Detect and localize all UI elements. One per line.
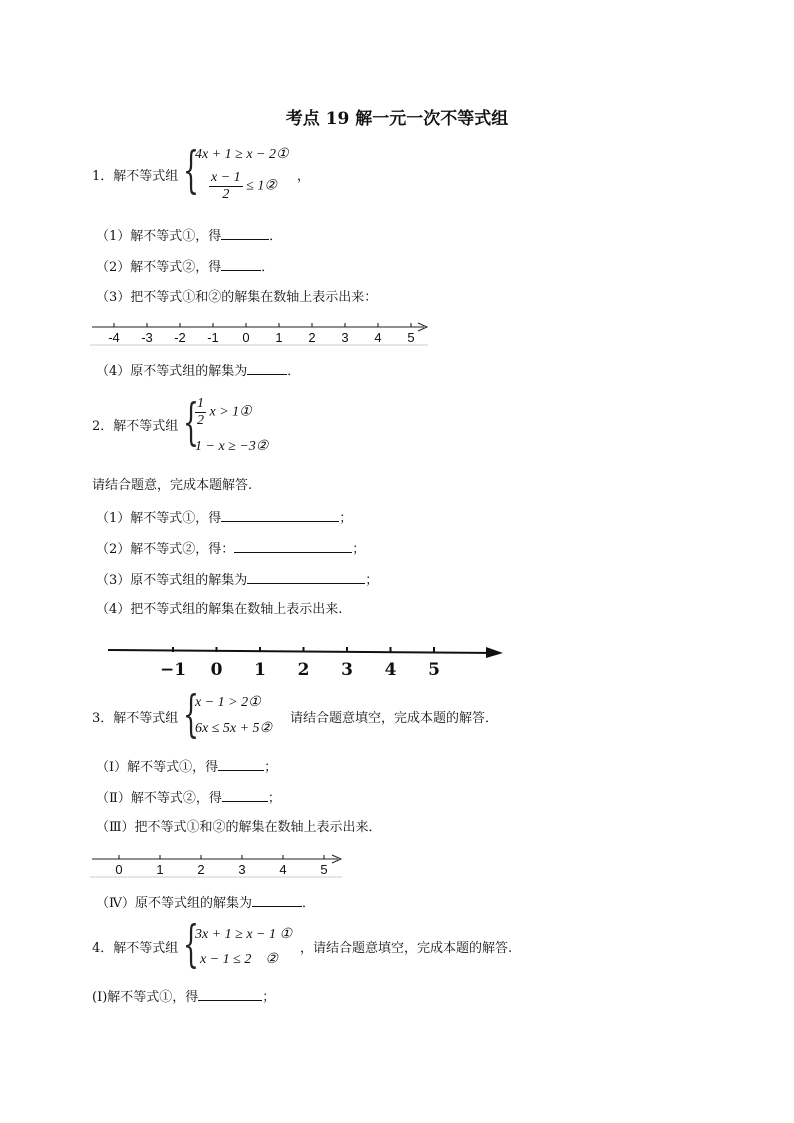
q1-fraction (209, 170, 243, 203)
q2-step-2 (96, 539, 365, 559)
q3-step-2-blank[interactable] (222, 788, 268, 802)
q2-step-2-end: ； (352, 542, 366, 557)
q3-step-2-label: （Ⅱ）解不等式②，得 (96, 791, 222, 806)
q1-step-4-blank[interactable] (247, 361, 287, 375)
q3-step-2 (96, 788, 281, 808)
q3-tick-label: 4 (279, 862, 287, 877)
q2-brace: { (183, 393, 199, 451)
q2-tick-label: 4 (384, 660, 397, 680)
q1-step-2-blank[interactable] (221, 257, 261, 271)
q1-brace: { (183, 141, 199, 199)
q4-prefix: 4．解不等式组 (92, 941, 179, 956)
q1-fraction-denominator: 2 (222, 187, 230, 202)
q2-step-3-end: ； (365, 573, 379, 588)
q1-step-3: （3）把不等式①和②的解集在数轴上表示出来： (96, 290, 378, 305)
q1-step-1-blank[interactable] (221, 226, 269, 240)
q2-step-2-label: （2）解不等式②，得： (96, 542, 235, 557)
q3-step-1-label: （Ⅰ）解不等式①，得 (96, 760, 219, 775)
q2-tick-label: −1 (159, 660, 187, 680)
q3-tick-label: 5 (320, 862, 328, 877)
q4-step-1-label: (Ⅰ)解不等式①，得 (92, 990, 199, 1005)
q1-tick-label: -1 (207, 330, 219, 345)
q2-step-3-blank[interactable] (247, 570, 365, 584)
q3-suffix: 请结合题意填空，完成本题的解答． (290, 711, 499, 726)
page-title: 考点 19 解一元一次不等式组 (285, 109, 509, 129)
q1-step-1 (96, 226, 282, 246)
q2-tick-label: 3 (341, 660, 353, 680)
q3-step-3: （Ⅲ）把不等式①和②的解集在数轴上表示出来． (96, 820, 382, 835)
q1-fraction-numerator: x − 1 (211, 170, 241, 185)
q2-intro: 请结合题意，完成本题解答. (92, 478, 253, 493)
q3-ticks (115, 855, 327, 877)
q1-step-2-label: （2）解不等式②，得 (96, 260, 222, 275)
q2-step-1-label: （1）解不等式①，得 (96, 511, 222, 526)
q4-inequality-2: x − 1 ≤ 2 ② (200, 952, 278, 967)
q1-prefix: 1．解不等式组 (92, 169, 179, 184)
q1-step-2 (96, 257, 274, 277)
q3-tick-label: 2 (197, 862, 205, 877)
q1-step-4 (96, 361, 300, 381)
q3-step-1-blank[interactable] (218, 757, 264, 771)
q2-fraction (195, 396, 206, 429)
q1-step-1-end: ． (269, 229, 283, 244)
q2-step-2-blank[interactable] (234, 539, 352, 553)
q1-tick-label: -4 (108, 330, 120, 345)
q1-step-4-end: ． (287, 364, 301, 379)
q2-axis-arrow (486, 647, 503, 658)
q3-tick-label: 1 (156, 862, 164, 877)
q2-tick-label: 1 (254, 660, 266, 680)
q3-step-1-end: ； (264, 760, 278, 775)
q2-inequality-1 (195, 396, 252, 429)
q1-tick-label: 3 (341, 330, 349, 345)
q1-step-2-end: ． (261, 260, 275, 275)
q2-tick-label: 0 (210, 660, 223, 680)
q1-step-4-label: （4）原不等式组的解集为 (96, 364, 248, 379)
q3-step-1 (96, 757, 277, 777)
q3-step-4-end: ． (302, 896, 316, 911)
q1-step-1-label: （1）解不等式①，得 (96, 229, 222, 244)
q1-suffix: ， (297, 169, 311, 184)
q3-step-4-blank[interactable] (252, 893, 302, 907)
q2-step-3-label: （3）原不等式组的解集为 (96, 573, 248, 588)
q1-inequality-1: 4x + 1 ≥ x − 2① (195, 147, 289, 162)
q4-step-1 (92, 987, 275, 1007)
q3-inequality-2: 6x ≤ 5x + 5② (195, 721, 273, 736)
q2-fraction-denominator: 2 (197, 413, 204, 428)
q3-number-line (90, 848, 346, 882)
q2-inequality-1-rest: x > 1① (209, 404, 252, 420)
q2-tick-label: 5 (428, 660, 440, 680)
q3-tick-label: 0 (115, 862, 123, 877)
q2-inequality-2: 1 − x ≥ −3② (195, 439, 269, 454)
q4-step-1-blank[interactable] (198, 987, 262, 1001)
q1-number-line (90, 316, 432, 350)
q1-tick-label: -2 (174, 330, 186, 345)
q1-tick-label: 2 (308, 330, 316, 345)
q3-brace: { (183, 685, 199, 743)
q1-inequality-2 (209, 170, 277, 203)
q2-prefix: 2．解不等式组 (92, 419, 179, 434)
q4-inequality-1: 3x + 1 ≥ x − 1 ① (195, 927, 293, 942)
q2-step-3 (96, 570, 378, 590)
q3-prefix: 3．解不等式组 (92, 711, 179, 726)
q1-inequality-2-rest: ≤ 1② (246, 178, 277, 194)
q2-fraction-numerator: 1 (197, 396, 204, 411)
q2-tick-label: 2 (297, 660, 310, 680)
q4-step-1-end: ； (262, 990, 276, 1005)
q3-inequality-1: x − 1 > 2① (195, 695, 261, 710)
q3-step-4 (96, 893, 315, 913)
q3-step-2-end: ； (267, 791, 281, 806)
q2-step-1 (96, 508, 352, 528)
q4-suffix: ，请结合题意填空，完成本题的解答. (300, 941, 513, 956)
q1-ticks (108, 323, 414, 345)
q3-tick-label: 3 (238, 862, 246, 877)
q1-tick-label: 4 (374, 330, 382, 345)
q1-tick-label: 0 (242, 330, 250, 345)
q3-step-4-label: （Ⅳ）原不等式组的解集为 (96, 896, 252, 911)
q2-number-line (100, 638, 510, 680)
q1-tick-label: 5 (407, 330, 415, 345)
q1-tick-label: 1 (275, 330, 283, 345)
q4-brace: { (183, 915, 199, 973)
q2-step-4: （4）把不等式组的解集在数轴上表示出来. (96, 602, 343, 617)
q2-step-1-end: ； (339, 511, 353, 526)
q2-step-1-blank[interactable] (221, 508, 339, 522)
q1-tick-label: -3 (141, 330, 153, 345)
